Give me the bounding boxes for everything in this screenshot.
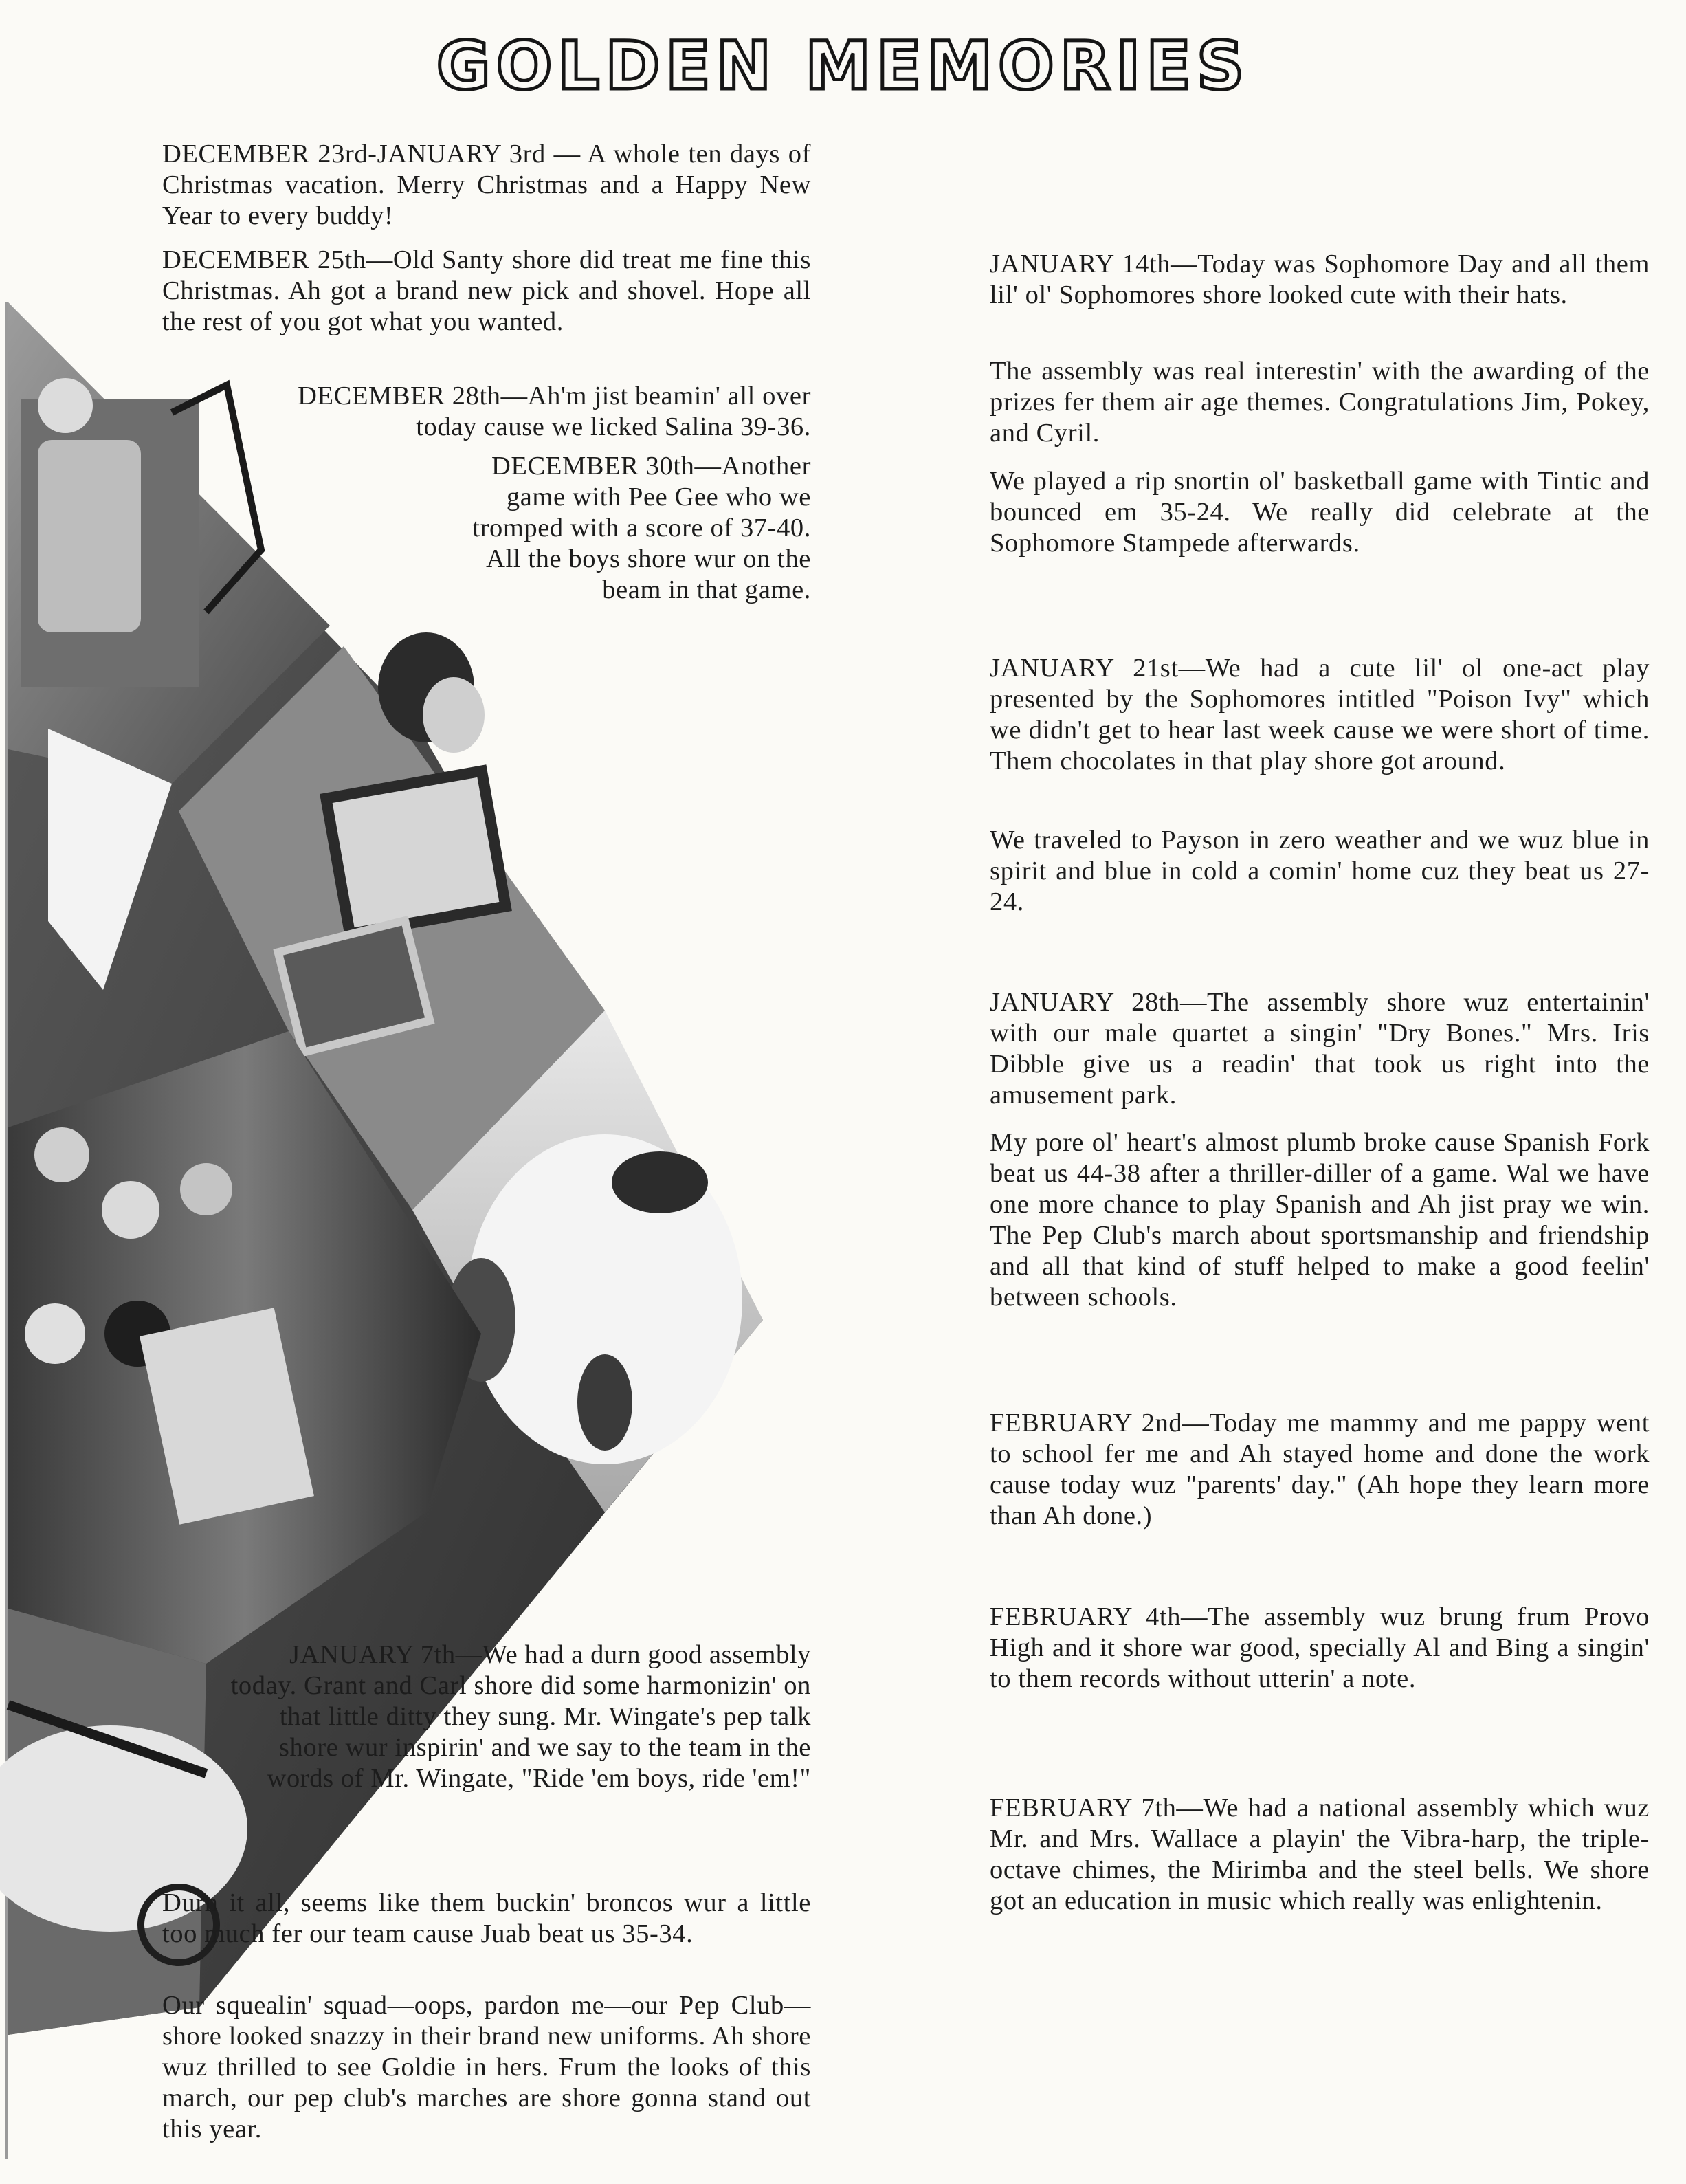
entry-dec25: DECEMBER 25th—Old Santy shore did treat me fine this Christmas. Ah got a brand new pick and shovel. Hope all the rest of you got what you wanted.: [162, 245, 811, 336]
entry-jan21: JANUARY 21st—We had a cute lil' ol one-act play presented by the Sophomores intitled "Poison Ivy" which we didn't get to hear last week cause we were short of time. Them chocolates in that play shore got around.: [990, 654, 1650, 775]
entry-jan28: JANUARY 28th—The assembly shore wuz entertainin' with our male quartet a singin' "Dry Bones." Mrs. Iris Dibble give us a readin' that took us right into the amusement park.: [990, 988, 1650, 1110]
entry-jan14-p3: We played a rip snortin ol' basketball game with Tintic and bounced em 35-24. We really did celebrate at the Sophomore Stampede afterwards.: [990, 467, 1650, 558]
entry-jan28-p2: My pore ol' heart's almost plumb broke cause Spanish Fork beat us 44-38 after a thriller-diller of a game. Wal we have one more chance to play Spanish and Ah jist pray we win. The Pep Club's march about sportsmanship and friendship and all that kind of stuff helped to make a good feelin' between schools.: [990, 1128, 1650, 1312]
entry-jan7: JANUARY 7th—We had a durn good assembly today. Grant and Carl shore did some harmonizin' on that little ditty they sung. Mr. Wingate's pep talk shore wur inspirin' and we say to the team in the words of Mr. Wingate, "Ride 'em boys, ride 'em!": [230, 1640, 811, 1793]
entry-feb4: FEBRUARY 4th—The assembly wuz brung frum Provo High and it shore war good, specially Al and Bing a singin' to them records without utterin' a note.: [990, 1602, 1650, 1693]
entry-feb7: FEBRUARY 7th—We had a national assembly which wuz Mr. and Mrs. Wallace a playin' the Vibra-harp, the triple-octave chimes, the Mirimba and the steel bells. We shore got an education in music which really was enlightenin.: [990, 1794, 1650, 1915]
entry-dec28: DECEMBER 28th—Ah'm jist beamin' all over today cause we licked Salina 39-36.: [298, 382, 811, 441]
entry-jan21-p2: We traveled to Payson in zero weather and we wuz blue in spirit and blue in cold a comin' home cuz they beat us 27-24.: [990, 826, 1650, 916]
entry-jan7-p2: Durn it all, seems like them buckin' broncos wur a little too much fer our team cause Juab beat us 35-34.: [162, 1888, 811, 1948]
entry-jan14: JANUARY 14th—Today was Sophomore Day and all them lil' ol' Sophomores shore looked cute with their hats.: [990, 250, 1650, 309]
entry-jan14-p2: The assembly was real interestin' with the awarding of the prizes fer them air age themes. Congratulations Jim, Pokey, and Cyril.: [990, 357, 1650, 448]
entry-jan7-p3: Our squealin' squad—oops, pardon me—our Pep Club—shore looked snazzy in their brand new uniforms. Ah shore wuz thrilled to see Goldie in hers. Frum the looks of this march, our pep club's marches are shore gonna stand out this year.: [162, 1991, 811, 2143]
page-title: GOLDEN MEMORIES: [436, 27, 1250, 104]
entry-feb2: FEBRUARY 2nd—Today me mammy and me pappy went to school fer me and Ah stayed home and done the work cause today wuz "parents' day." (Ah hope they learn more than Ah done.): [990, 1409, 1650, 1530]
entry-dec30: DECEMBER 30th—Another game with Pee Gee who we tromped with a score of 37-40. All the boys shore wur on the beam in that game.: [472, 452, 811, 604]
entry-dec23: DECEMBER 23rd-JANUARY 3rd — A whole ten days of Christmas vacation. Merry Christmas and a Happy New Year to every buddy!: [162, 140, 811, 230]
